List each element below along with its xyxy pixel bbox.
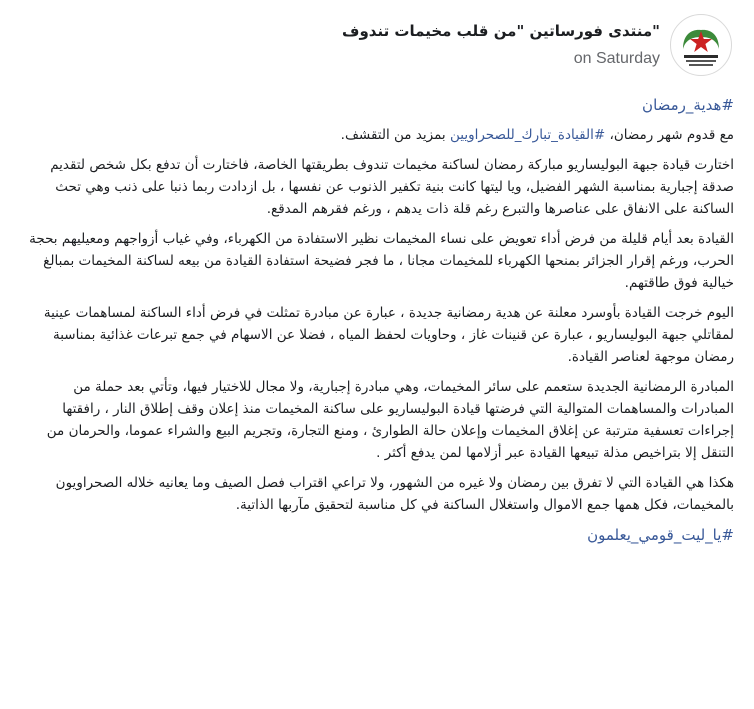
hashtag-link-leadership[interactable]: #القيادة_تبارك_للصحراويين bbox=[449, 127, 606, 143]
post-intro bbox=[20, 124, 734, 146]
intro-suffix: بمزيد من التقشف. bbox=[340, 127, 450, 143]
post-paragraph: اختارت قيادة جبهة البوليساريو مباركة رمضان لساكنة مخيمات تندوف بطريقتها الخاصة، فاختارت أن تدفع بكل شخص لتقديم صدقة إجبارية بمناسبة الشهر الفضيل، ويا ليتها كانت بنية تكفير الذنوب عن نفسها ، بل ازدادت ربما ذنبا على ذنب وهي تحث الساكنة على الانفاق على عناصرها والتبرع رغم قلة ذات يدهم ، ورغم فقرهم المدقع. bbox=[50, 157, 734, 217]
post-paragraph: اليوم خرجت القيادة بأوسرد معلنة عن هدية رمضانية جديدة ، عبارة عن مبادرة تمثلت في فرض أداء الساكنة لمساهمات عينية لمقاتلي جبهة البوليساريو ، عبارة عن قنينات غاز ، وحاويات لحفظ المياه ، فضلا عن الاسهام في جمع تبرعات غذائية بمناسبة رمضان موجهة لعناصر القيادة. bbox=[43, 305, 734, 365]
post-body bbox=[20, 94, 734, 554]
hashtag-link-ramadan-gift[interactable]: #هدية_رمضان bbox=[642, 96, 734, 114]
forum-logo-icon[interactable] bbox=[670, 14, 732, 76]
hashtag-link-if-only[interactable]: #يا_ليت_قومي_يعلمون bbox=[587, 526, 734, 544]
post-paragraph: المبادرة الرمضانية الجديدة ستعمم على سائر المخيمات، وهي مبادرة إجبارية، ولا مجال للاختيار فيها، وتأتي بعد حملة من المبادرات والمساهمات المتوالية التي فرضتها قيادة البوليساريو على ساكنة المخيمات منذ إعلان وقف إطلاق النار ، رافقتها إجراءات تعسفية مترتبة عن إغلاق المخيمات وإعلان حالة الطوارئ ، ومنع التجارة، وتجريم البيع والشراء عموما، والحرمان من التنقل إلا بتراخيص مذلة تبيعها القيادة عبر أزلامها لمن يدفع أكثر . bbox=[46, 379, 734, 461]
intro-prefix: مع قدوم شهر رمضان، bbox=[605, 127, 734, 143]
post-timestamp[interactable]: on Saturday bbox=[573, 50, 660, 67]
page-name[interactable]: "منتدى فورساتين "من قلب مخيمات تندوف bbox=[342, 22, 660, 40]
post-header bbox=[0, 14, 754, 78]
post-paragraph: القيادة بعد أيام قليلة من فرض أداء تعويض على نساء المخيمات نظير الاستفادة من الكهرباء، وفي غياب أزواجهم ومعيليهم بحجة الحرب، ورغم إقرار الجزائر بمنحها الكهرباء للمخيمات مجانا ، ما فجر فضيحة استفادة القيادة من بيعه لساكنة المخيمات بمبالغ خيالية فوق طاقتهم. bbox=[29, 231, 734, 291]
post-paragraph: هكذا هي القيادة التي لا تفرق بين رمضان ولا غيره من الشهور، ولا تراعي اقتراب فصل الصيف وما يعانيه خلاله الصحراويون بالمخيمات، فكل همها جمع الاموال واستغلال الساكنة في كل مناسبة لتحقيق مآربها الذاتية. bbox=[55, 475, 734, 513]
